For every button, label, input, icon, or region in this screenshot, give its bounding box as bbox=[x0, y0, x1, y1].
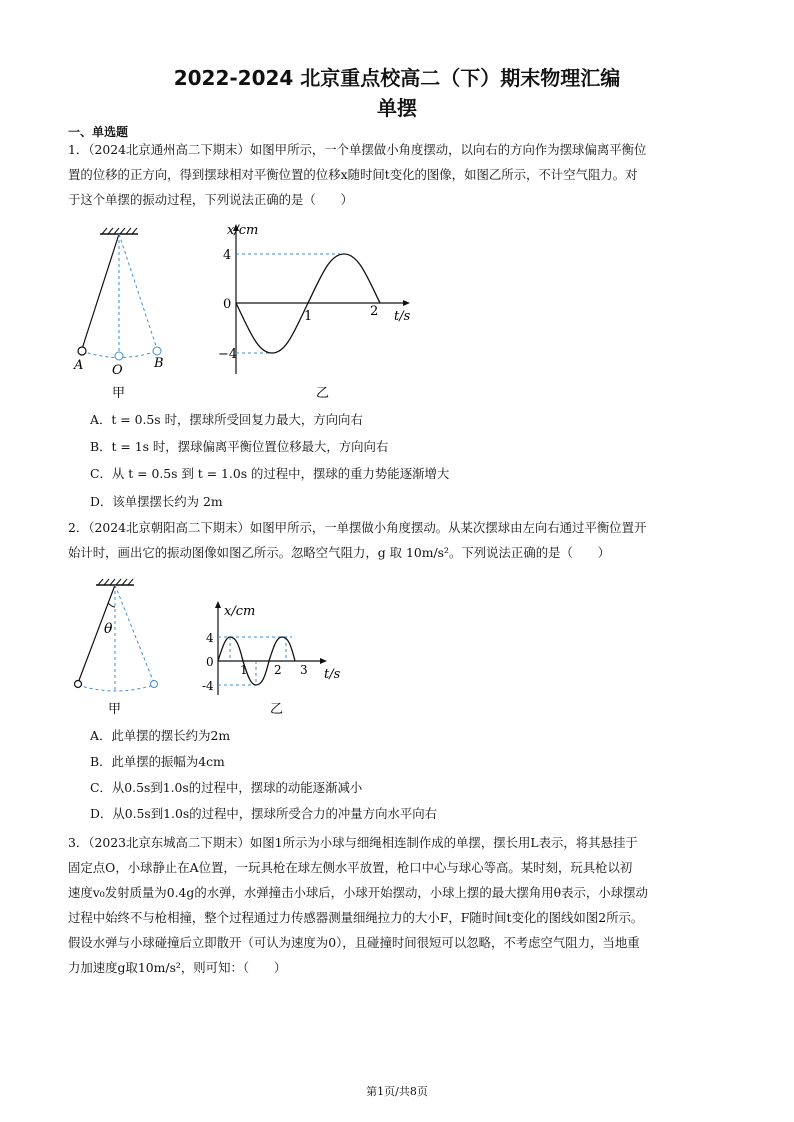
q2-pendulum-diagram bbox=[75, 579, 158, 717]
q2-option-c: C．从0.5s到1.0s的过程中，摆球的动能逐渐减小 bbox=[90, 780, 363, 795]
q1-y-tick-neg: −4 bbox=[218, 347, 238, 362]
q1-option-d: D．该单摆摆长约为 2m bbox=[90, 494, 223, 509]
page-subtitle: 单摆 bbox=[377, 96, 417, 120]
q2-y-tick-neg: -4 bbox=[202, 679, 214, 693]
q2-line: 2．（2024北京朝阳高二下期末）如图甲所示，一单摆做小角度摆动。从某次摆球由左向右通过平衡位置开 bbox=[68, 520, 647, 535]
q3-line: 速度v₀发射质量为0.4g的水弹，水弹撞击小球后，小球开始摆动，小球上摆的最大摆角用θ表示，小球摆动 bbox=[68, 885, 648, 900]
q2-line: 始计时，画出它的振动图像如图乙所示。忽略空气阻力，g 取 10m/s²。下列说法正确的是（ ） bbox=[68, 545, 611, 560]
q1-y-axis-label: x/cm bbox=[227, 223, 259, 238]
section-heading: 一、单选题 bbox=[68, 125, 129, 139]
q2-fig-label-jia: 甲 bbox=[108, 702, 122, 717]
q1-line: 1．（2024北京通州高二下期末）如图甲所示，一个单摆做小角度摆动，以向右的方向作为摆球偏离平衡位 bbox=[68, 142, 647, 157]
q3-line: 固定点O，小球静止在A位置，一玩具枪在球左侧水平放置，枪口中心与球心等高。某时刻，玩具枪以初 bbox=[68, 860, 633, 875]
q2-fig-label-yi: 乙 bbox=[270, 702, 284, 717]
q2-figure bbox=[66, 573, 366, 721]
q1-y-tick-zero: 0 bbox=[223, 297, 232, 312]
q1-figure bbox=[60, 222, 420, 404]
q1-line: 置的位移的正方向，得到摆球相对平衡位置的位移x随时间t变化的图像，如图乙所示，不计空气阻力。对 bbox=[68, 167, 638, 182]
q2-option-a: A．此单摆的摆长约为2m bbox=[90, 728, 231, 743]
q3-line: 力加速度g取10m/s²，则可知：（ ） bbox=[68, 960, 287, 975]
label-b: B bbox=[154, 356, 164, 371]
q2-option-d: D．从0.5s到1.0s的过程中，摆球所受合力的冲量方向水平向右 bbox=[90, 806, 438, 821]
q2-x-axis-label: t/s bbox=[324, 667, 341, 682]
q3-line: 假设水弹与小球碰撞后立即散开（可认为速度为0），且碰撞时间很短可以忽略，不考虑空气阻力，当地重 bbox=[68, 935, 640, 950]
page-title: 2022-2024 北京重点校高二（下）期末物理汇编 bbox=[173, 66, 621, 90]
q1-pendulum-diagram bbox=[73, 228, 164, 401]
q2-xt-graph bbox=[202, 601, 341, 717]
label-theta: θ bbox=[104, 621, 113, 637]
label-a: A bbox=[74, 358, 84, 373]
q1-option-c: C．从 t = 0.5s 到 t = 1.0s 的过程中，摆球的重力势能逐渐增大 bbox=[90, 466, 450, 481]
q1-xt-graph bbox=[218, 223, 411, 401]
q2-y-tick-pos: 4 bbox=[206, 631, 214, 645]
question-3-stem bbox=[68, 830, 724, 980]
q1-option-a: A．t = 0.5s 时，摆球所受回复力最大，方向向右 bbox=[90, 412, 363, 427]
q1-line: 于这个单摆的振动过程，下列说法正确的是（ ） bbox=[68, 192, 353, 207]
q1-x-axis-label: t/s bbox=[394, 309, 411, 324]
question-2-stem bbox=[68, 515, 724, 565]
q2-x-tick-1: 1 bbox=[240, 663, 248, 677]
label-o: O bbox=[112, 363, 123, 378]
q1-x-tick-2: 2 bbox=[370, 304, 379, 319]
page-footer: 第1页/共8页 bbox=[366, 1085, 428, 1098]
q2-y-axis-label: x/cm bbox=[224, 604, 256, 619]
q1-option-b: B．t = 1s 时，摆球偏离平衡位置位移最大，方向向右 bbox=[90, 439, 389, 454]
q3-line: 过程中始终不与枪相撞，整个过程通过力传感器测量细绳拉力的大小F，F随时间t变化的图线如图2所示。 bbox=[68, 910, 644, 925]
fig-label-yi: 乙 bbox=[316, 386, 330, 401]
q1-y-tick-pos: 4 bbox=[223, 248, 232, 263]
q1-x-tick-1: 1 bbox=[304, 309, 313, 324]
q2-y-tick-zero: 0 bbox=[206, 655, 214, 669]
fig-label-jia: 甲 bbox=[112, 386, 126, 401]
q2-x-tick-3: 3 bbox=[300, 663, 308, 677]
q3-line: 3．（2023北京东城高二下期末）如图1所示为小球与细绳相连制作成的单摆，摆长用L表示，将其悬挂于 bbox=[68, 835, 638, 850]
q2-x-tick-2: 2 bbox=[274, 663, 282, 677]
q2-option-b: B．此单摆的振幅为4cm bbox=[90, 754, 225, 769]
question-1-stem bbox=[68, 137, 724, 212]
